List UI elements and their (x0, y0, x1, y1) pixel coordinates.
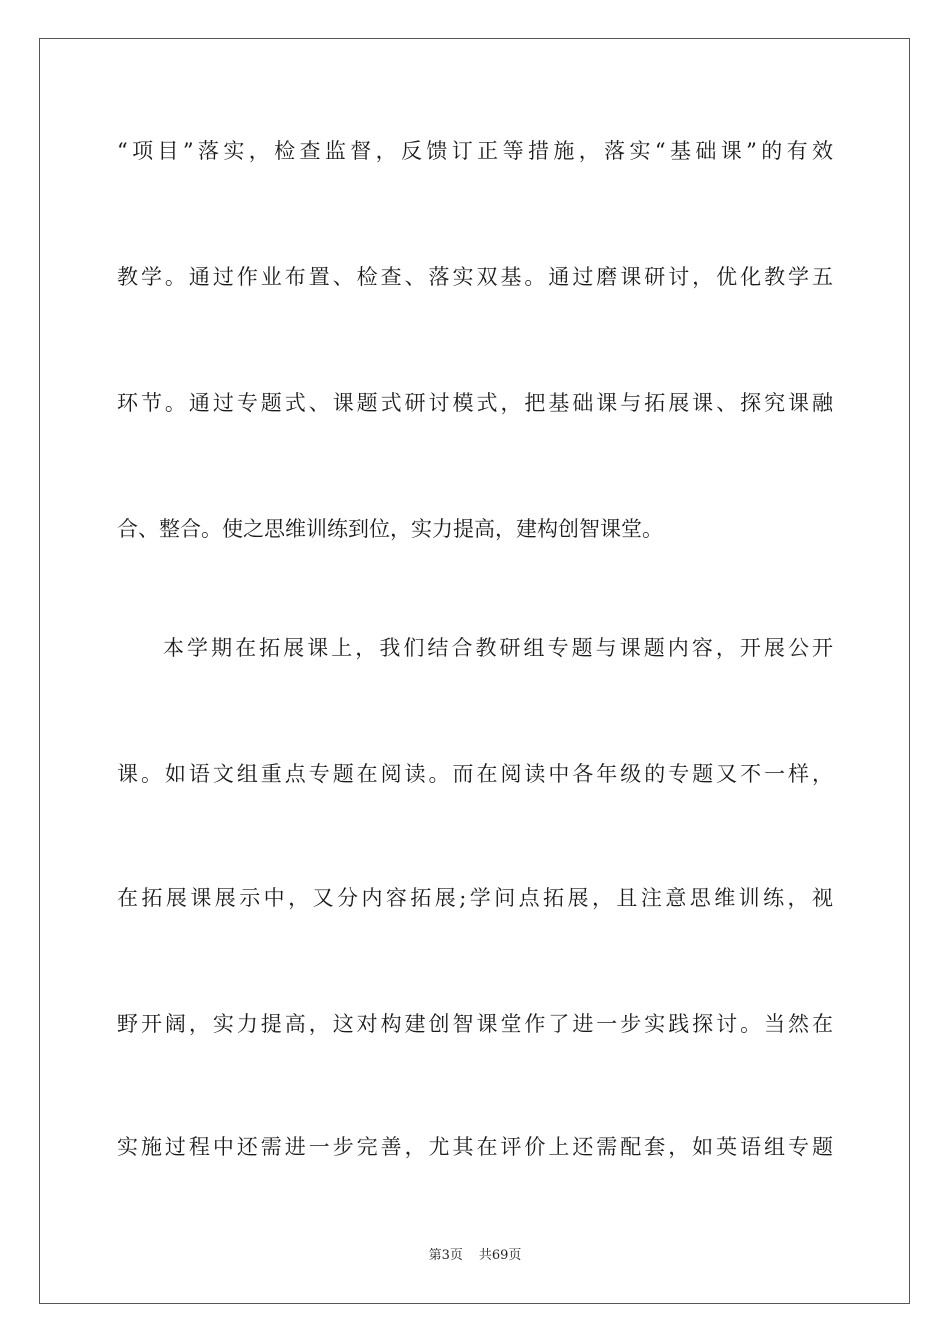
paragraph-line: 环节。通过专题式、课题式研讨模式，把基础课与拓展课、探究课融 (117, 391, 833, 415)
page-total: 共69页 (478, 1248, 522, 1263)
paragraph-line: 课。如语文组重点专题在阅读。而在阅读中各年级的专题又不一样， (117, 762, 833, 786)
page-border (39, 38, 910, 1304)
paragraph-line: 本学期在拓展课上，我们结合教研组专题与课题内容，开展公开 (163, 636, 833, 660)
page-number: 第3页 (428, 1248, 463, 1263)
page-footer (0, 1247, 950, 1265)
paragraph-line: 教学。通过作业布置、检查、落实双基。通过磨课研讨，优化教学五 (117, 265, 833, 289)
paragraph-line: 野开阔，实力提高，这对构建创智课堂作了进一步实践探讨。当然在 (117, 1012, 833, 1036)
paragraph-line: 合、整合。使之思维训练到位，实力提高，建构创智课堂。 (117, 517, 663, 541)
paragraph-line: 在拓展课展示中，又分内容拓展;学问点拓展，且注意思维训练，视 (117, 886, 833, 910)
paragraph-line: 实施过程中还需进一步完善，尤其在评价上还需配套，如英语组专题 (117, 1135, 833, 1159)
paragraph-line: “项目”落实，检查监督，反馈订正等措施，落实“基础课”的有效 (117, 139, 833, 163)
